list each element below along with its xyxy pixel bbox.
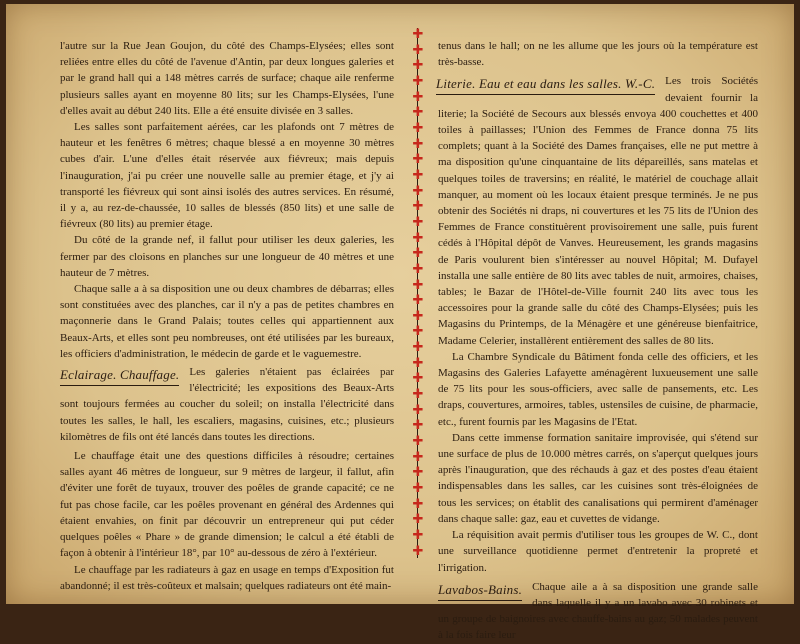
red-cross-icon: ✚: [412, 136, 424, 152]
red-cross-icon: ✚: [412, 89, 424, 105]
section-eclairage: [60, 364, 394, 445]
red-cross-icon: ✚: [412, 449, 424, 465]
red-cross-icon: ✚: [412, 512, 424, 528]
red-cross-icon: ✚: [412, 340, 424, 356]
red-cross-icon: ✚: [412, 355, 424, 371]
paragraph: Le chauffage était une des questions difficiles à résoudre; certaines salles ayant 46 mètres de longueur, sur 9 mètres de largeur, il fallut, afin d'éviter une forêt de tuyaux, trouver des poêles de grande capacité; ce ne fut pas chose facile, car les poêles provenant en général des Ardennes qui étaient envahies, on finit par découvrir un entrepreneur qui put céder quelques poêles « Phare » de grande dimension; le calcul a été établi de façon à obtenir à l'intérieur 18°, par 10° au-dessous de zéro à l'extérieur.: [60, 450, 394, 560]
red-cross-icon: ✚: [412, 120, 424, 136]
red-cross-icon: ✚: [412, 105, 424, 121]
red-cross-icon: ✚: [412, 58, 424, 74]
section-heading: Lavabos-Bains.: [438, 581, 522, 601]
red-cross-icon: ✚: [412, 42, 424, 58]
paragraph: Du côté de la grande nef, il fallut pour utiliser les deux galeries, les fermer par des cloisons en planches sur une longueur de 40 mètres et une hauteur de 7 mètres.: [60, 234, 394, 279]
red-cross-icon: ✚: [412, 230, 424, 246]
paragraph: Dans cette immense formation sanitaire improvisée, qui s'étend sur une surface de plus de 10.000 mètres carrés, on s'aperçut quelques jours après l'inauguration, que des réchauds à gaz et des postes d'eau étaient indispensables dans les salles, car les cuisines sont très-éloignées de tous les services; on établit des canalisations qui permirent d'aménager dans chaque salle: gaz, eau et cuvettes de vidange.: [438, 431, 758, 525]
section-lavabos: [438, 579, 758, 644]
red-cross-icon: ✚: [412, 214, 424, 230]
paragraph: tenus dans le hall; on ne les allume que les jours où la température est très-basse.: [438, 40, 758, 69]
red-cross-icon: ✚: [412, 27, 424, 42]
red-cross-icon: ✚: [412, 308, 424, 324]
paragraph: Chaque salle a à sa disposition une ou deux chambres de débarras; elles sont constituées avec des planches, car il n'y a pas de petites chambres en maçonnerie dans le Grand Palais; toutes celles qui appartiennent aux Beaux-Arts, et elles sont peu nombreuses, ont été utilisées par les bureaux, les officiers d'administration, le médecin de garde et le vaguemestre.: [60, 283, 394, 360]
red-cross-icon: ✚: [412, 277, 424, 293]
red-cross-icon: ✚: [412, 543, 424, 559]
red-cross-icon: ✚: [412, 261, 424, 277]
red-cross-icon: ✚: [412, 387, 424, 403]
paragraph: Les salles sont parfaitement aérées, car les plafonds ont 7 mètres de hauteur et les fenêtres 6 mètres; chaque blessé a en moyenne 30 mètres cubes d'air. L'une d'elles était réservée aux fiévreux; mais depuis l'inauguration, j'ai pu créer une nouvelle salle au premier étage, et j'y ai transporté les fiévreux qui sont ainsi isolés des autres services. En résumé, il y a, au rez-de-chaussée, 10 salles de blessés (850 lits) et une salle de fiévreux (80 lits) au premier étage.: [60, 121, 394, 231]
section-heading: Eclairage. Chauffage.: [60, 366, 179, 386]
red-cross-icon: ✚: [412, 371, 424, 387]
red-cross-icon: ✚: [412, 434, 424, 450]
right-column: [438, 38, 758, 644]
paragraph: Les trois Sociétés devaient fournir la literie; la Société de Secours aux blessés envoya 400 couchettes et 400 toiles à paillasses; l'Union des Femmes de France donna 75 lits complets; quant à la Société des Dames françaises, elle ne put mettre à ma disposition qu'une cinquantaine de lits dépareillés, sans matelas et quelques toiles de traversins; en réalité, le matériel de couchage allait manquer, au moment où les locaux étaient presque terminés. Je ne pus obtenir des Sociétés ni draps, ni couvertures et les 75 lits de l'Union des Femmes de France constituèrent provisoirement une salle, puis furent cédés à l'Hôpital dépôt de Vanves. Heureusement, les grands magasins de Paris voulurent bien s'intéresser au nouvel Hôpital; M. Dufayel installa une salle entière de 80 lits avec tables de nuit, armoires, chaises, tables; le Bazar de l'Hôtel-de-Ville fournit 240 lits avec tous les accessoires pour la grande salle du côté des Champs-Elysées; puis les Magasins du Printemps, de la Ménagère et une généreuse bienfaitrice, Madame Celerier, installèrent entièrement des salles de 80 lits.: [438, 75, 758, 347]
red-cross-icon: ✚: [412, 528, 424, 543]
red-cross-icon: ✚: [412, 73, 424, 89]
paragraph: Les galeries n'étaient pas éclairées par l'électricité; les expositions des Beaux-Arts sont toujours fermées au coucher du soleil; on installa l'électricité dans toutes les salles, le hall, les escaliers, magasins, cuisines, etc.; plusieurs kilomètres de fils ont été lancés dans toutes les directions.: [60, 366, 394, 443]
red-cross-icon: ✚: [412, 183, 424, 199]
document-page: [6, 4, 794, 642]
cross-column: [410, 28, 426, 558]
red-cross-icon: ✚: [412, 246, 424, 262]
section-heading: Literie. Eau et eau dans les salles. W.-C.: [436, 75, 655, 95]
red-cross-icon: ✚: [412, 199, 424, 215]
paragraph: La réquisition avait permis d'utiliser tous les groupes de W. C., dont une surveillance quotidienne permet d'entretenir la propreté et l'irrigation.: [438, 529, 758, 574]
section-literie: [438, 73, 758, 348]
left-column: [60, 38, 394, 594]
red-cross-icon: ✚: [412, 418, 424, 434]
paragraph: Chaque aile a à sa disposition une grande salle dans laquelle il y a un lavabo avec 30 robinets et un groupe de baignoires avec chauffe-bains au gaz; 50 malades peuvent à la fois faire leur: [438, 580, 758, 642]
red-cross-icon: ✚: [412, 496, 424, 512]
red-cross-icon: ✚: [412, 152, 424, 168]
red-cross-icon: ✚: [412, 293, 424, 309]
red-cross-icon: ✚: [412, 402, 424, 418]
red-cross-divider: [410, 28, 426, 558]
paragraph: Le chauffage par les radiateurs à gaz en usage en temps d'Exposition fut abandonné; il est très-coûteux et malsain; quelques radiateurs ont été main-: [60, 563, 394, 592]
red-cross-icon: ✚: [412, 324, 424, 340]
paragraph: l'autre sur la Rue Jean Goujon, du côté des Champs-Elysées; elles sont reliées entre elles du côté de l'avenue d'Antin, par deux longues galeries et par le grand hall qui a 148 mètres carrés de surface; chaque aile renferme plusieurs salles ayant en moyenne 80 lits; sur les Champs-Elysées, l'une d'elles avait au début 240 lits. Elle a été ensuite divisée en 3 salles.: [60, 40, 394, 117]
red-cross-icon: ✚: [412, 481, 424, 497]
paragraph: La Chambre Syndicale du Bâtiment fonda celle des officiers, et les Magasins des Galeries Lafayette aménagèrent luxueusement une salle de 75 lits pour les sous-officiers, avec salle de pansements, etc. Les draps, couvertures, armoires, tables, ustensiles de cuisine, de pharmacie, etc., furent fournis par les Magasins de l'Etat.: [438, 350, 758, 428]
red-cross-icon: ✚: [412, 167, 424, 183]
red-cross-icon: ✚: [412, 465, 424, 481]
